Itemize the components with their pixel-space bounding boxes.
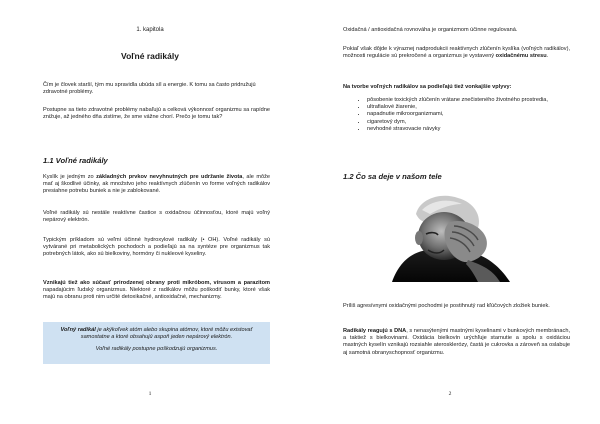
intro-paragraph-2: Postupne sa tieto zdravotné problémy nabaľujú a celková výkonnosť organizmu sa rapídne znižuje, až jedného dňa zistíme, že sme vážne chorí. Prečo je tomu tak? (43, 107, 270, 121)
paragraph-oxygen-bold: základných prvkov nevyhnutných pre udržanie života (96, 174, 243, 180)
list-item: • pôsobenie toxických zlúčenín vrátane znečisteného životného prostredia, (367, 97, 577, 104)
paragraph-stress-start: Pokiaľ však dôjde k výraznej nadprodukcii reaktívnych zlúčenín kyslíka (voľných radikálov), možnosti regulácie sú prekročené a organizmus je vystavený (343, 46, 570, 60)
right-page (300, 0, 600, 424)
section-heading-1-1: 1.1 Voľné radikály (43, 156, 108, 165)
intro-paragraph-1: Čím je človek starší, tým mu spravidla ubúda síl a energie. K tomu sa často pridružujú zdravotné problémy. (43, 82, 256, 96)
external-factors-heading: Na tvorbe voľných radikálov sa podieľajú tiež vonkajšie vplyvy: (343, 84, 512, 90)
definition-box-line-1 (49, 327, 264, 341)
list-item: • ultrafialové žiarenie, (367, 104, 577, 111)
chapter-title: Voľné radikály (121, 51, 179, 61)
paragraph-dna-bold: Radikály reagujú s DNA (343, 328, 407, 334)
paragraph-oxygen-end: , ale môže mať aj škodlivé účinky, ak množstvo jeho reaktívnych zlúčenín vo forme voľných radikálov presiahne potrebu buniek a nie je zablokované. (43, 174, 270, 195)
paragraph-dna-rest: , s nenasýtenými mastnými kyselinami v bunkových membránach, a taktiež s bielkovinami. Oxidácia bielkovín urýchľuje starnutie a spolu s oxidáciou mastných kyselín vznikajú rozsiahle aterosklerózy, častá je cukrovka a zároveň sa oslabuje aj samotná obranyschopnosť organizmu. (343, 328, 570, 356)
paragraph-balance: Oxidačná / antioxidačná rovnováha je organizmom účinne regulovaná. (343, 27, 518, 33)
definition-box (43, 322, 270, 364)
list-item: • nevhodné stravovacie návyky (367, 126, 577, 133)
list-item: • cigaretový dym, (367, 119, 577, 126)
paragraph-defense-bold: Vznikajú tiež ako súčasť prirodzenej obrany proti mikróbom, vírusom a parazitom (43, 280, 270, 286)
section-heading-1-2: 1.2 Čo sa deje v našom tele (343, 172, 442, 181)
paragraph-stress-bold: oxidačnému stresu (495, 53, 547, 60)
paragraph-dna (343, 328, 570, 357)
paragraph-oxygen (43, 174, 270, 196)
chapter-number: 1. kapitola (136, 27, 164, 33)
definition-box-text: je akýkoľvek atóm alebo skupina atómov, ktoré môžu existovať samostatne a ktoré obsahujú aspoň jeden nepárový elektrón. (80, 327, 253, 341)
page-number-right: 2 (448, 391, 452, 397)
stressed-man-illustration (382, 192, 519, 282)
paragraph-oxidation: Príliš agresívnymi oxidačnými pochodmi je postihnutý rad kľúčových zložiek buniek. (343, 303, 550, 309)
page-number-left: 1 (148, 391, 152, 397)
paragraph-hydroxyl: Typickým príkladom sú veľmi účinné hydroxylové radikály (• OH). Voľné radikály sú vytvárané pri metabolických pochodoch a podieľajú sa na syntéze pre organizmus tak potrebných látok, ako sú bielkoviny, hormóny či nukleové kyseliny. (43, 237, 270, 258)
paragraph-defense (43, 280, 270, 302)
paragraph-definition: Voľné radikály sú nestále reaktívne častice s oxidačnou účinnosťou, ktoré majú voľný nepárový elektrón. (43, 210, 270, 224)
paragraph-oxidative-stress (343, 46, 570, 60)
paragraph-oxygen-start: Kyslík je jedným zo (43, 174, 97, 180)
stressed-man-photo (382, 192, 519, 282)
external-factors-list (343, 97, 577, 133)
paragraph-defense-rest: napadajúcim ľudský organizmus. Niektoré z radikálov môžu poškodiť bunky, ktoré však majú na obranu proti nim určité detoxikačné, antioxidačné, mechanizmy. (43, 287, 270, 301)
definition-box-line-2: Voľné radikály postupne poškodzujú organizmus. (95, 346, 218, 353)
list-item: • napadnutie mikroorganizmami, (367, 111, 577, 118)
definition-box-term: Voľný radikál (60, 327, 96, 333)
paragraph-stress-end: . (546, 53, 549, 60)
